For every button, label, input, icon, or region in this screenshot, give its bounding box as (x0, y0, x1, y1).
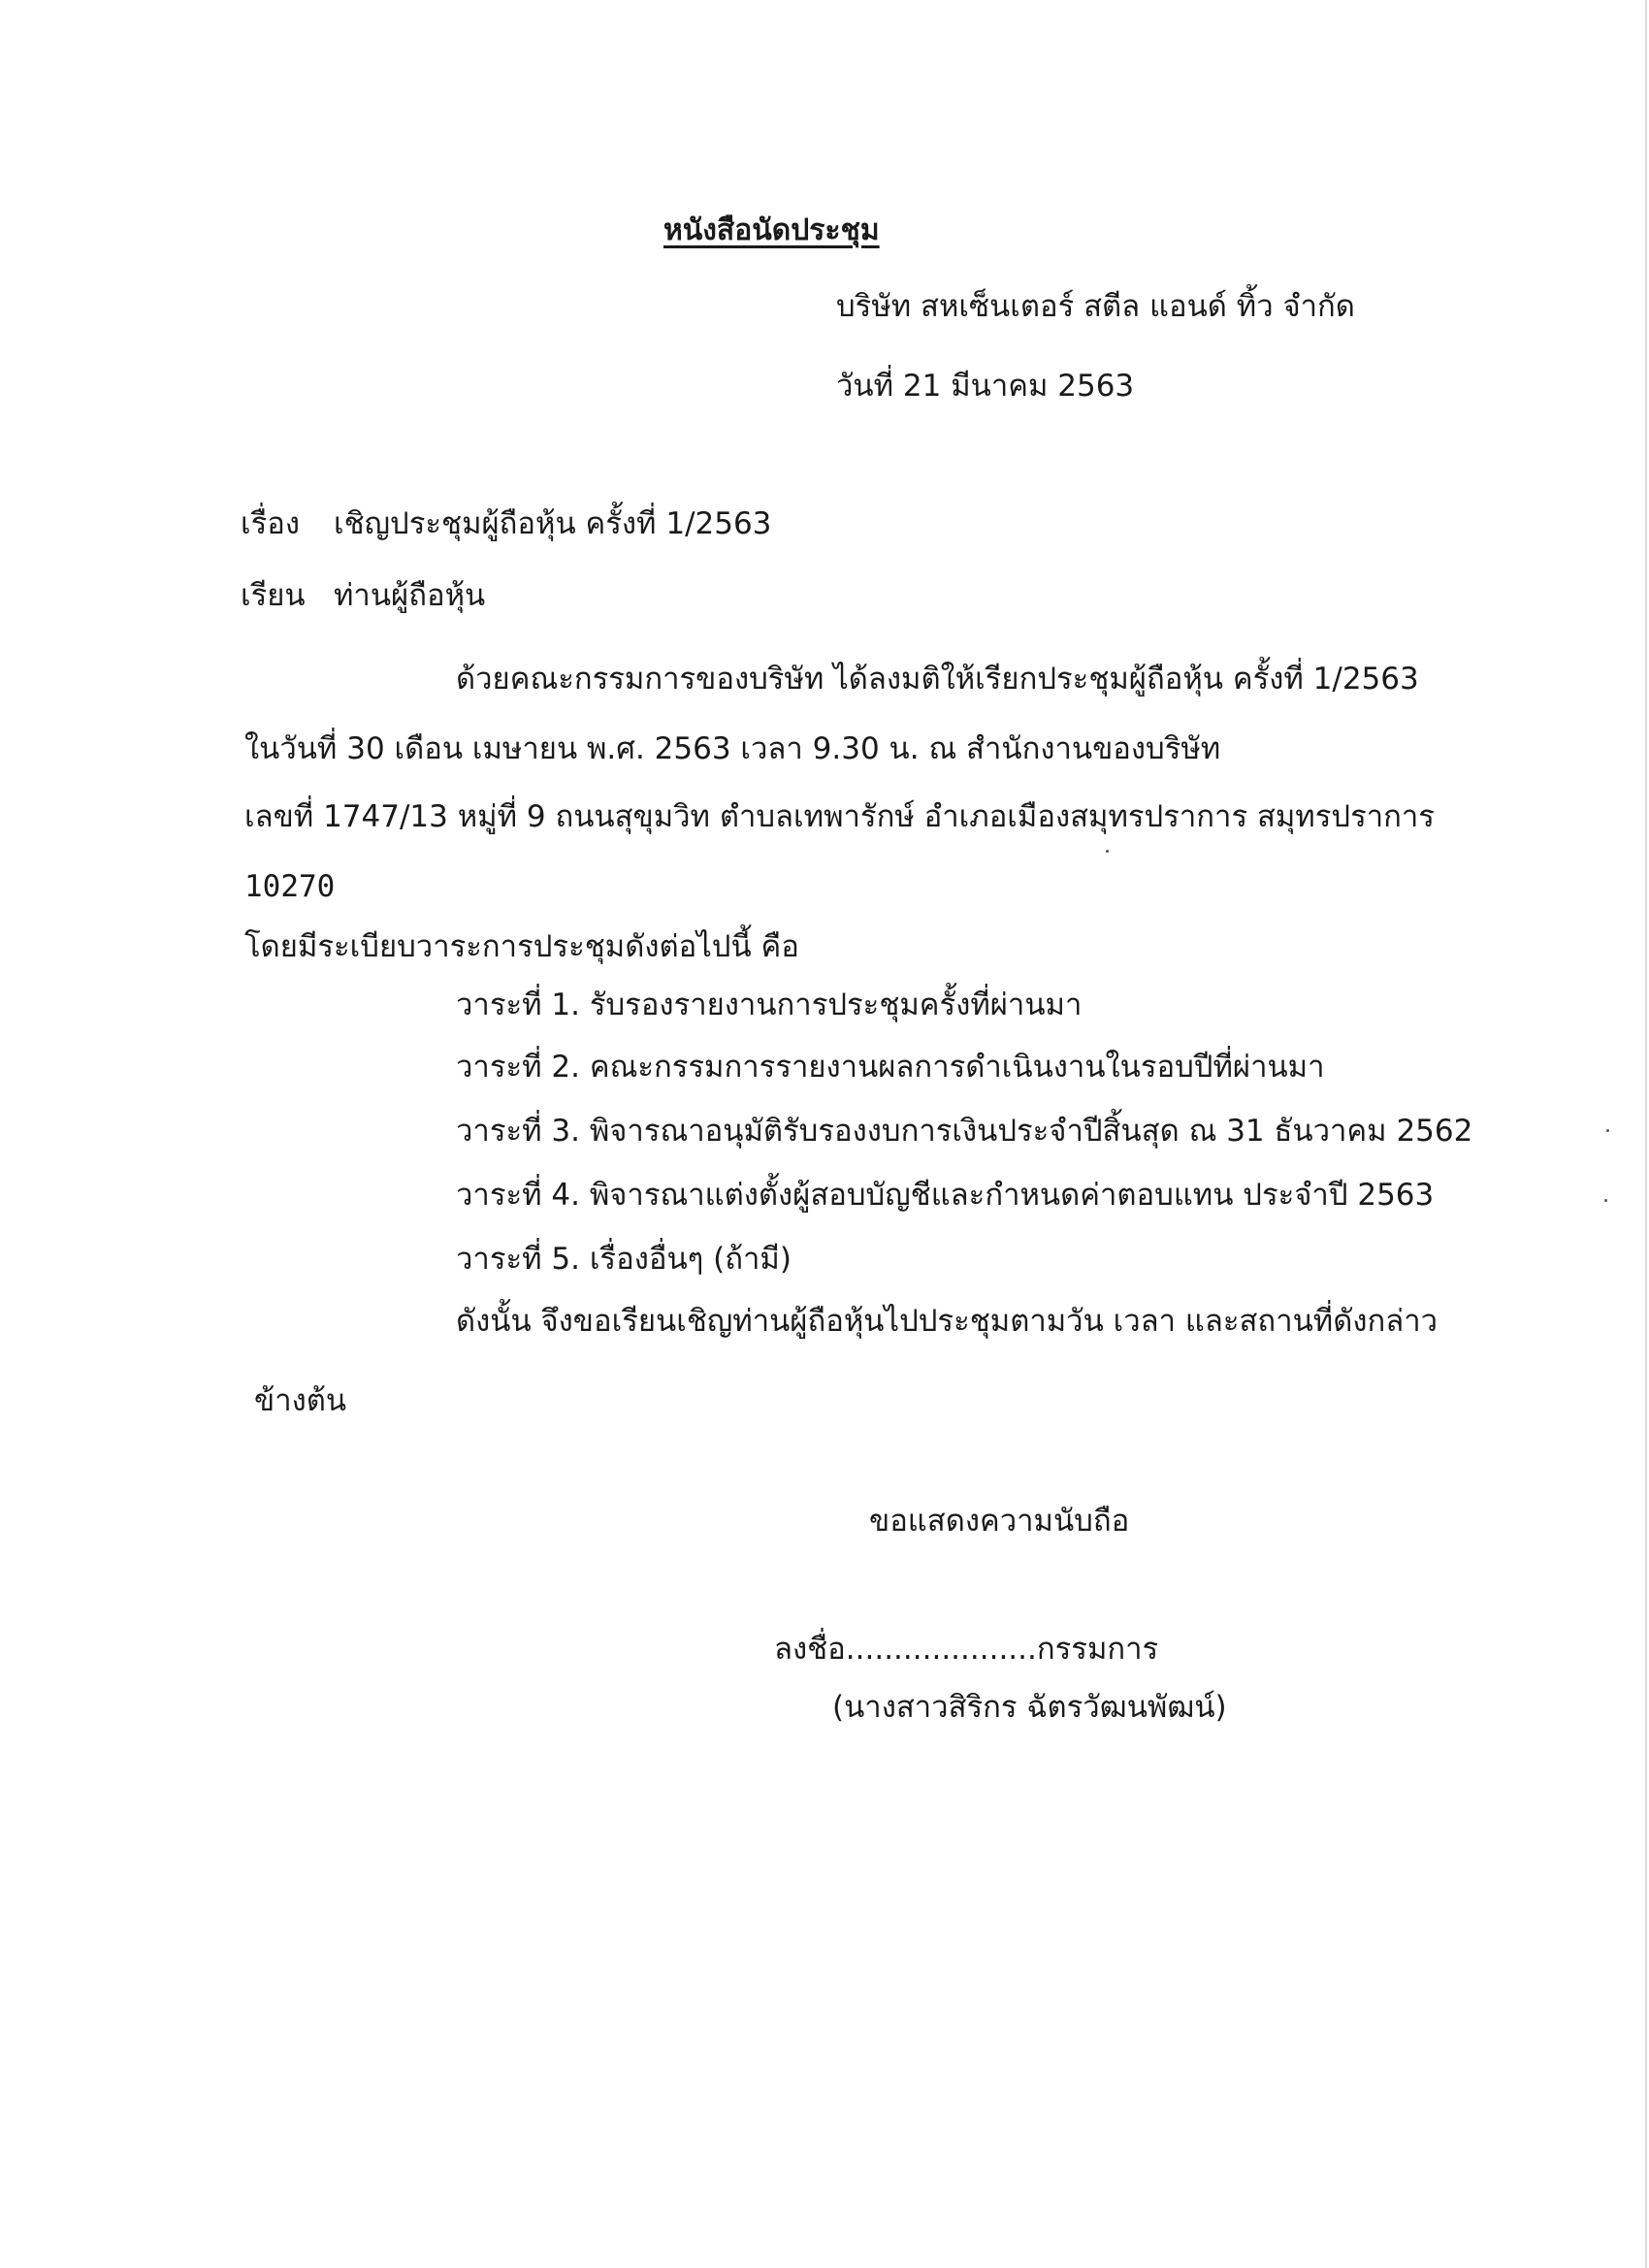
body-postal-code: 10270 (244, 869, 336, 904)
agenda-intro: โดยมีระเบียบวาระการประชุมดังต่อไปนี้ คือ (244, 929, 799, 964)
regards: ขอแสดงความนับถือ (869, 1504, 1130, 1539)
body-line-3: เลขที่ 1747/13 หมู่ที่ 9 ถนนสุขุมวิท ตำบลเทพารักษ์ อำเภอเมืองสมุทรปราการ สมุทรปราการ (244, 799, 1435, 834)
recipient-label: เรียน (241, 578, 306, 613)
closing-line-2: ข้างต้น (254, 1383, 347, 1418)
document-title: หนังสือนัดประชุม (663, 213, 880, 247)
closing-line-1: ดังนั้น จึงขอเรียนเชิญท่านผู้ถือหุ้นไปประชุมตามวัน เวลา และสถานที่ดังกล่าว (456, 1304, 1439, 1339)
signatory-name: (นางสาวสิริกร ฉัตรวัฒนพัฒน์) (832, 1690, 1227, 1725)
company-name: บริษัท สหเซ็นเตอร์ สตีล แอนด์ ทิ้ว จำกัด (836, 289, 1355, 324)
scan-speck (1604, 1199, 1607, 1202)
recipient-text: ท่านผู้ถือหุ้น (334, 578, 486, 613)
scan-speck (1106, 850, 1109, 853)
signature-line: ลงชื่อ....................กรรมการ (774, 1632, 1159, 1667)
agenda-item-3: วาระที่ 3. พิจารณาอนุมัติรับรองงบการเงินประจำปีสิ้นสุด ณ 31 ธันวาคม 2562 (456, 1114, 1473, 1149)
body-line-2: ในวันที่ 30 เดือน เมษายน พ.ศ. 2563 เวลา 9.30 น. ณ สำนักงานของบริษัท (244, 731, 1221, 766)
subject-label: เรื่อง (241, 506, 301, 541)
agenda-item-2: วาระที่ 2. คณะกรรมการรายงานผลการดำเนินงานในรอบปีที่ผ่านมา (456, 1050, 1325, 1085)
scan-speck (1606, 1129, 1609, 1132)
document-date: วันที่ 21 มีนาคม 2563 (836, 369, 1135, 404)
subject-text: เชิญประชุมผู้ถือหุ้น ครั้งที่ 1/2563 (334, 506, 772, 541)
body-line-1: ด้วยคณะกรรมการของบริษัท ได้ลงมติให้เรียกประชุมผู้ถือหุ้น ครั้งที่ 1/2563 (456, 662, 1419, 697)
agenda-item-4: วาระที่ 4. พิจารณาแต่งตั้งผู้สอบบัญชีและกำหนดค่าตอบแทน ประจำปี 2563 (456, 1178, 1435, 1213)
page-edge-shadow (1645, 0, 1647, 2268)
agenda-item-5: วาระที่ 5. เรื่องอื่นๆ (ถ้ามี) (456, 1242, 792, 1277)
agenda-item-1: วาระที่ 1. รับรองรายงานการประชุมครั้งที่ผ่านมา (456, 988, 1083, 1022)
